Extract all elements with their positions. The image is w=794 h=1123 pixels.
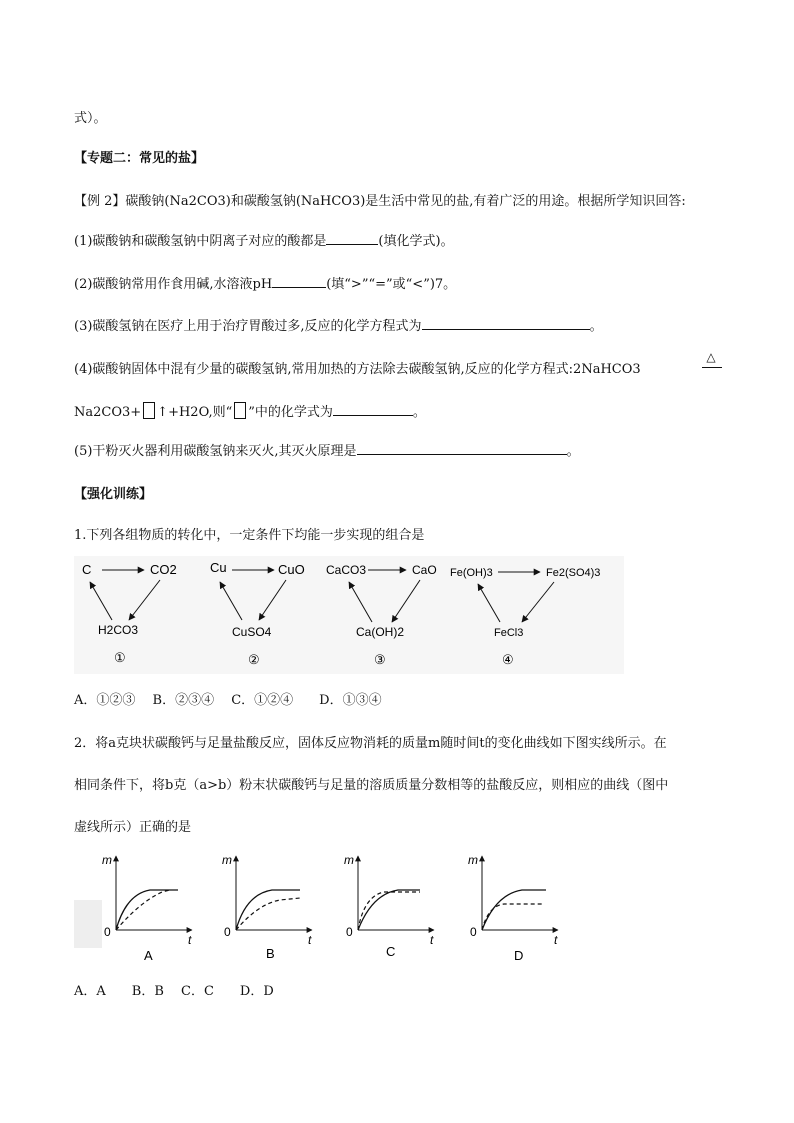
equation-line [702, 367, 722, 368]
q1-answer-blank[interactable] [326, 244, 378, 245]
unknown-box [143, 402, 155, 419]
graph-c-origin: 0 [346, 925, 353, 939]
graph-b-solid-curve [236, 890, 300, 930]
q2-text-before: (2)碳酸钠常用作食用碱,水溶液pH [74, 277, 273, 292]
q1-text-before: (1)碳酸钠和碳酸氢钠中阴离子对应的酸都是 [74, 234, 327, 249]
group2-label: ② [248, 652, 260, 667]
group1-bottom: H2CO3 [98, 623, 139, 637]
example2-q5 [74, 443, 580, 461]
group4-bottom: FeCl3 [494, 627, 524, 639]
graph-d-label: D [514, 948, 524, 963]
q4-text-c: ”中的化学式为 [248, 405, 333, 420]
practice-q2-options: A．A B．B C．C D．D [74, 984, 274, 999]
graph-d-dashed-curve [482, 904, 544, 930]
example2-q4-line1 [74, 361, 641, 379]
q5-text-after: 。 [566, 444, 580, 459]
graph-b [222, 853, 312, 961]
group3-top-right: CaO [412, 563, 437, 577]
graph-c [344, 853, 434, 959]
practice-q2-stem-line1: 2．将a克块状碳酸钙与足量盐酸反应，固体反应物消耗的质量m随时间t的变化曲线如下图实线所示。在 [74, 736, 667, 751]
example2-q2 [74, 276, 456, 294]
topic-heading: 【专题二：常见的盐】 [74, 151, 205, 166]
q4-answer-blank[interactable] [333, 415, 413, 416]
practice-q1-options: A．①②③ B．②③④ C．①②④ D．①③④ [74, 693, 382, 708]
example2-stem: 【例 2】碳酸钠(Na2CO3)和碳酸氢钠(NaHCO3)是生活中常见的盐,有着广泛的用途。根据所学知识回答: [74, 194, 686, 209]
group1-top-left: C [82, 562, 92, 577]
graph-a-solid-curve [116, 890, 178, 930]
graph-b-origin: 0 [224, 925, 231, 939]
graph-a-axis-y: m [102, 853, 112, 867]
practice-q2-stem-line3: 虚线所示）正确的是 [74, 820, 192, 835]
graph-a-label: A [144, 948, 153, 963]
graph-b-axis-y: m [222, 853, 232, 867]
graph-a-origin: 0 [104, 925, 111, 939]
graph-b-label: B [266, 946, 275, 961]
graph-d-axis-x: t [554, 933, 558, 947]
q4-text-end: 。 [412, 405, 426, 420]
graph-b-dashed-curve [236, 898, 300, 930]
q5-answer-blank[interactable] [357, 454, 567, 455]
heat-condition-symbol: △ [706, 350, 716, 364]
q3-text-before: (3)碳酸氢钠在医疗上用于治疗胃酸过多,反应的化学方程式为 [74, 319, 422, 334]
q4-text-b: ↑+H2O,则“ [157, 405, 233, 420]
group1-top-right: CO2 [150, 562, 177, 577]
transformation-diagrams [74, 556, 624, 674]
q3-text-after: 。 [589, 319, 603, 334]
q4-text-a: Na2CO3+ [74, 405, 142, 420]
group4-label: ④ [502, 652, 514, 667]
group1-label: ① [114, 650, 126, 665]
graph-a-axis-x: t [188, 933, 192, 947]
mass-time-graphs [74, 850, 594, 968]
practice-q2-stem-line2: 相同条件下，将b克（a>b）粉末状碳酸钙与足量的溶质质量分数相等的盐酸反应，则相应的曲线（图中 [74, 778, 669, 793]
graph-c-label: C [386, 944, 396, 959]
practice-heading: 【强化训练】 [74, 487, 153, 502]
example2-q1 [74, 233, 454, 251]
graph-b-axis-x: t [308, 933, 312, 947]
graph-d [468, 853, 558, 963]
q2-answer-blank[interactable] [272, 287, 326, 288]
graph-d-axis-y: m [468, 853, 478, 867]
graph-c-axis-y: m [344, 853, 354, 867]
group2-top-right: CuO [278, 562, 305, 577]
graph-d-origin: 0 [470, 925, 477, 939]
group4-top-left: Fe(OH)3 [450, 567, 493, 579]
example2-q4-line2 [74, 402, 426, 422]
q5-text-before: (5)干粉灭火器利用碳酸氢钠来灭火,其灭火原理是 [74, 444, 357, 459]
group3-label: ③ [374, 652, 386, 667]
practice-q1-stem: 1.下列各组物质的转化中，一定条件下均能一步实现的组合是 [74, 528, 425, 543]
group2-bottom: CuSO4 [232, 625, 272, 639]
group3-bottom: Ca(OH)2 [356, 625, 405, 639]
q1-text-after: (填化学式)。 [378, 234, 454, 249]
unknown-box-ref [234, 402, 246, 419]
graph-a [102, 853, 192, 963]
q3-answer-blank[interactable] [422, 329, 590, 330]
q4-text-line1: (4)碳酸钠固体中混有少量的碳酸氢钠,常用加热的方法除去碳酸氢钠,反应的化学方程式:2NaHCO3 [74, 362, 641, 377]
group2-top-left: Cu [210, 560, 227, 575]
example2-q3 [74, 318, 603, 336]
q2-text-after: (填“>”“=”或“<”)7。 [326, 277, 457, 292]
group4-top-right: Fe2(SO4)3 [546, 567, 601, 579]
graph-c-axis-x: t [430, 933, 434, 947]
group3-top-left: CaCO3 [326, 563, 367, 577]
intro-tail: 式）。 [74, 111, 107, 126]
graph-c-solid-curve [358, 890, 420, 930]
